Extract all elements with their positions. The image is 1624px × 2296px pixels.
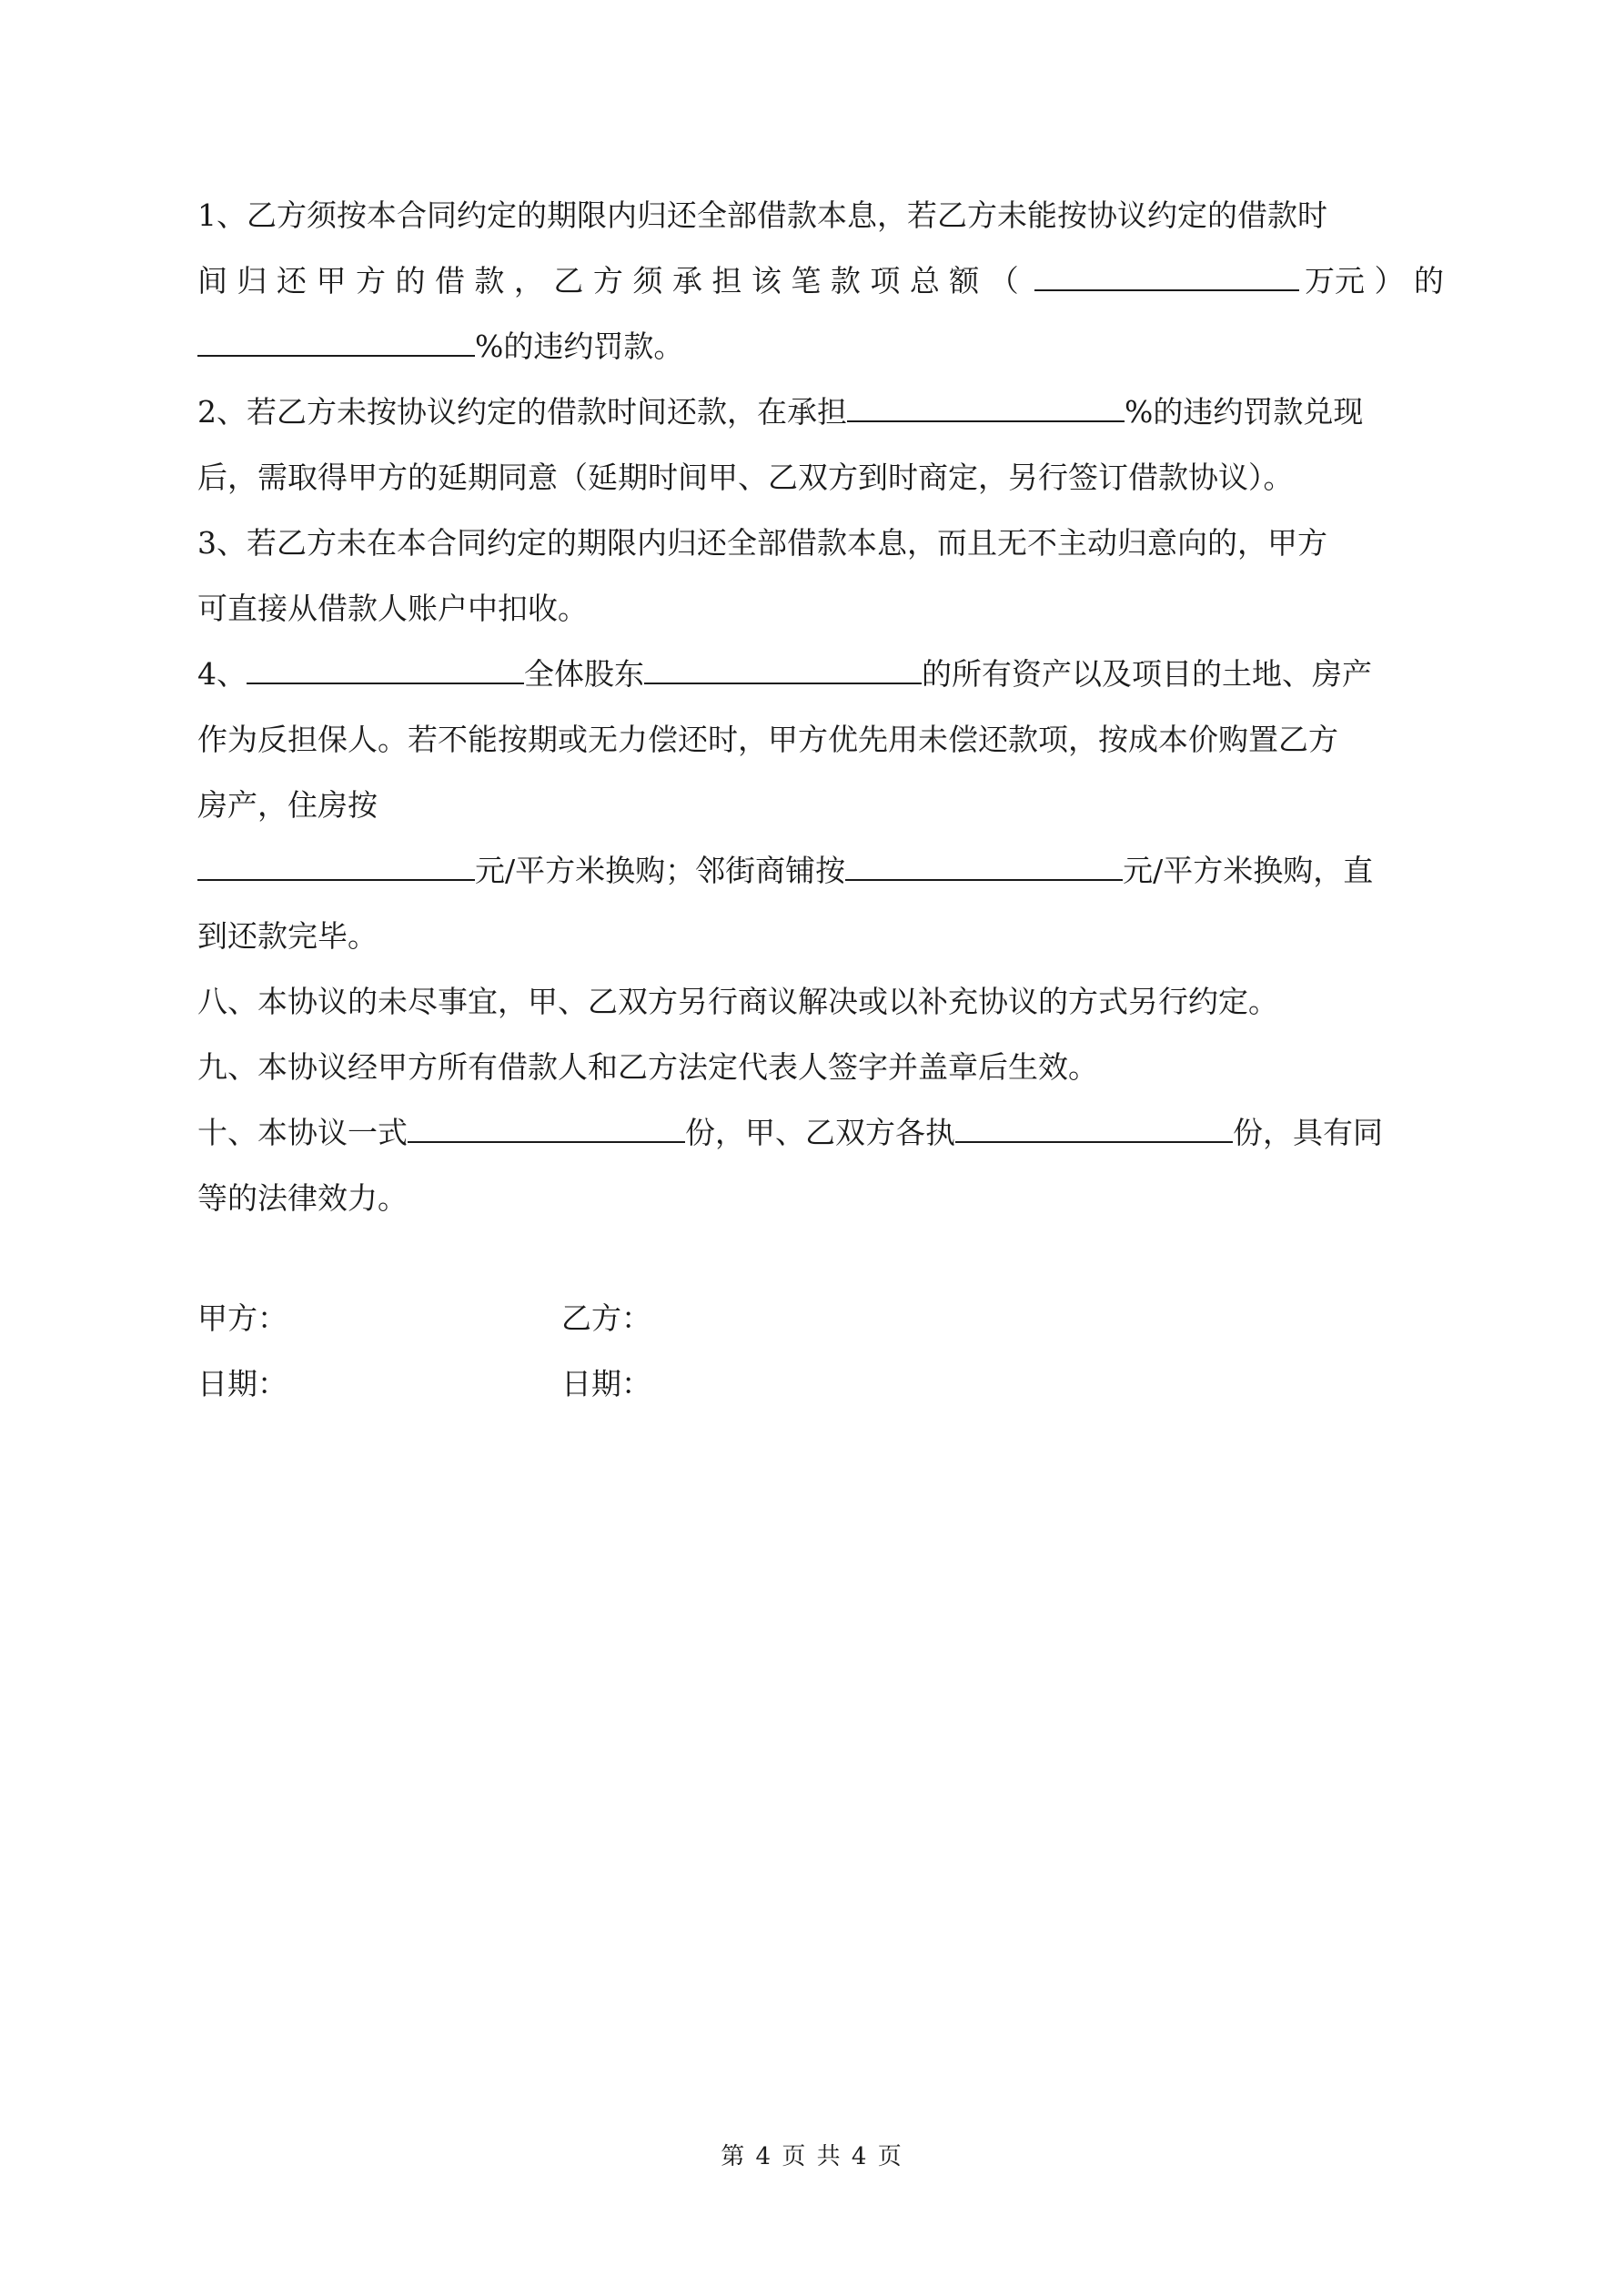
clause-4-line-4 — [197, 854, 1444, 888]
clause-10-tail: 份，具有同 — [1233, 1115, 1383, 1150]
clause-1-line-2-text: 间 归 还 甲 方 的 借 款 ， 乙 方 须 承 担 该 笔 款 项 总 额 （ — [197, 263, 1019, 298]
clause-2-line-1-tail: %的违约罚款兑现 — [1125, 394, 1364, 430]
clause-4-line-1-tail: 的所有资产以及项目的土地、房产 — [922, 656, 1372, 692]
clause-1-line-3 — [197, 329, 1444, 364]
party-b-date-label: 日期： — [561, 1366, 651, 1401]
clause-10-text: 十、本协议一式 — [197, 1115, 408, 1150]
party-a-date-label: 日期： — [197, 1366, 287, 1401]
clause-2-line-1 — [197, 395, 1444, 430]
clause-1-line-1: 1、乙方须按本合同约定的期限内归还全部借款本息，若乙方未能按协议约定的借款时 — [197, 197, 1327, 233]
clause-4-line-5: 到还款完毕。 — [197, 918, 378, 954]
clause-4-line-3: 房产，住房按 — [197, 787, 378, 823]
copies-each-blank — [955, 1116, 1233, 1143]
clause-4-line-4-tail: 元/平方米换购，直 — [1123, 853, 1374, 888]
clause-3-line-1: 3、若乙方未在本合同约定的期限内归还全部借款本息，而且无不主动归意向的，甲方 — [197, 525, 1327, 561]
clause-4-line-4-text: 元/平方米换购；邻街商铺按 — [475, 853, 846, 888]
shareholder-blank — [644, 657, 922, 684]
penalty-rate-blank — [197, 329, 475, 357]
clause-9: 九、本协议经甲方所有借款人和乙方法定代表人签字并盖章后生效。 — [197, 1049, 1098, 1085]
clause-1-line-2 — [197, 264, 1444, 298]
amount-blank — [1034, 264, 1299, 291]
copies-total-blank — [408, 1116, 685, 1143]
clause-1-line-3-text: %的违约罚款。 — [475, 329, 684, 364]
document-body — [197, 198, 1444, 1247]
clause-4-shareholders: 全体股东 — [524, 656, 644, 692]
clause-10-line-1 — [197, 1116, 1444, 1150]
clause-3-line-2: 可直接从借款人账户中扣收。 — [197, 591, 588, 626]
clause-2-line-2: 后，需取得甲方的延期同意（延期时间甲、乙双方到时商定，另行签订借款协议）。 — [197, 460, 1294, 495]
party-b-label: 乙方： — [561, 1300, 651, 1336]
clause-8: 八、本协议的未尽事宜，甲、乙双方另行商议解决或以补充协议的方式另行约定。 — [197, 984, 1278, 1019]
party-a-label: 甲方： — [197, 1300, 287, 1336]
clause-4-line-1 — [197, 657, 1444, 692]
page-number: 第 4 页 共 4 页 — [721, 2143, 903, 2170]
housing-price-blank — [197, 854, 475, 881]
clause-4-number: 4、 — [197, 656, 247, 692]
shop-price-blank — [845, 854, 1123, 881]
clause-4-line-2: 作为反担保人。若不能按期或无力偿还时，甲方优先用未偿还款项，按成本价购置乙方 — [197, 722, 1338, 757]
penalty-rate-blank-2 — [847, 395, 1125, 422]
clause-1-line-2-tail: 万元 ） 的 — [1305, 263, 1444, 298]
company-blank — [247, 657, 524, 684]
clause-10-middle: 份，甲、乙双方各执 — [685, 1115, 955, 1150]
clause-2-line-1-text: 2、若乙方未按协议约定的借款时间还款，在承担 — [197, 394, 847, 430]
clause-10-line-2: 等的法律效力。 — [197, 1180, 408, 1216]
